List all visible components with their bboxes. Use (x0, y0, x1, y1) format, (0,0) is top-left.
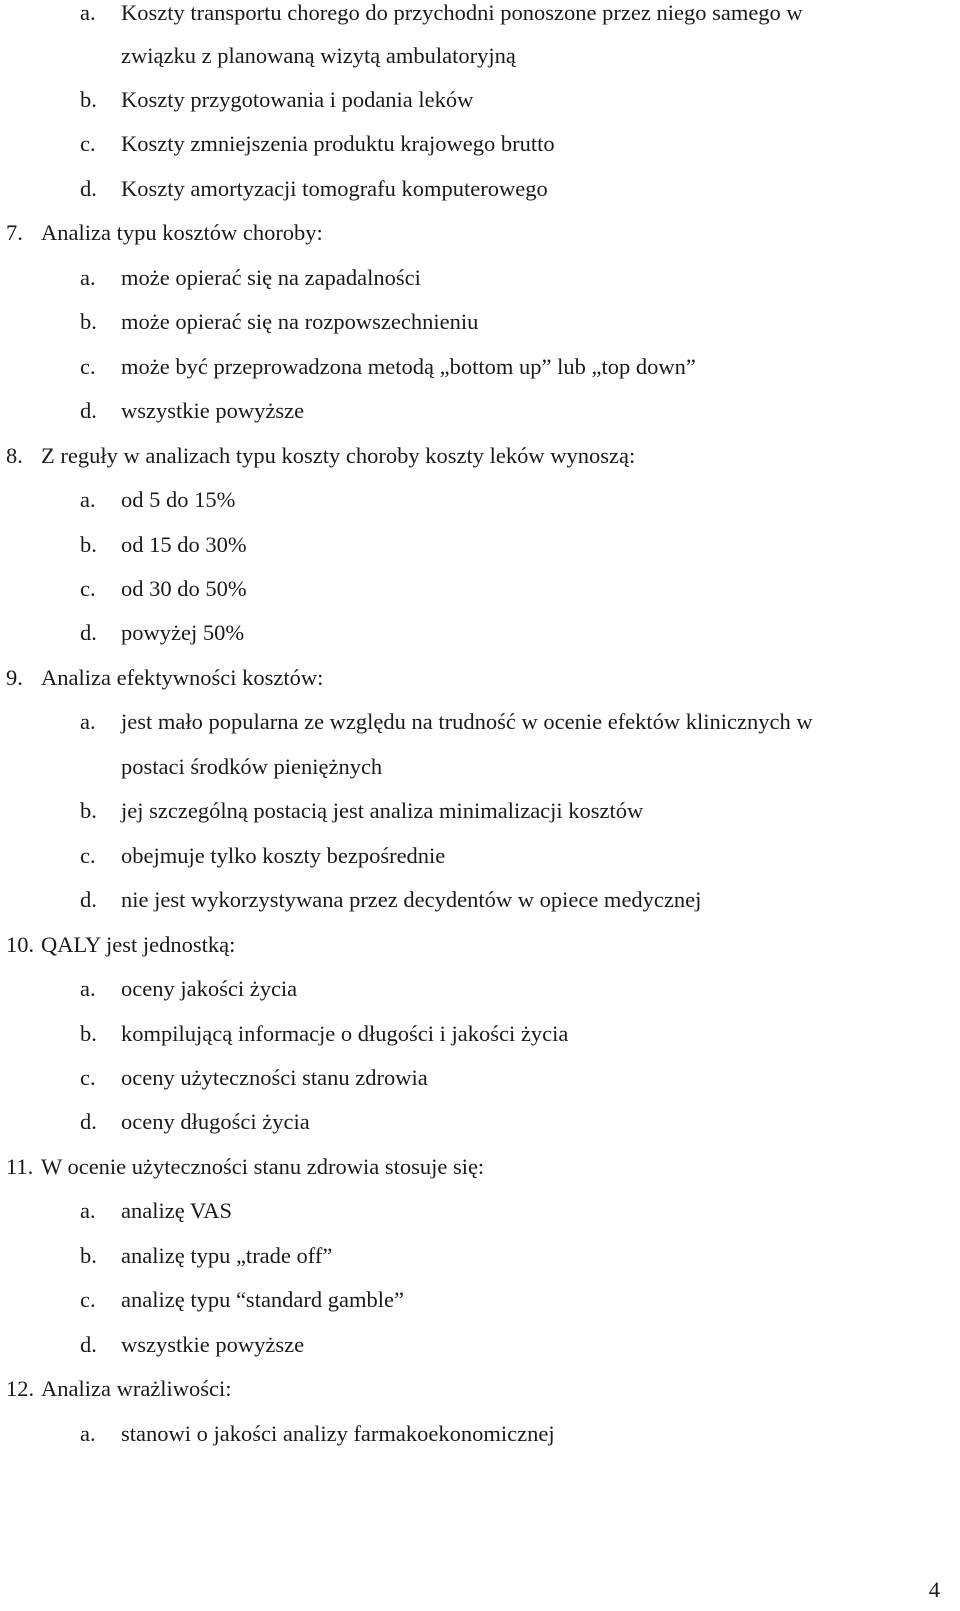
question-number: 12. (6, 1376, 35, 1401)
option-text: może opierać się na zapadalności (121, 265, 421, 290)
option-letter: a. (80, 1421, 96, 1446)
option-text: analizę typu “standard gamble” (121, 1287, 404, 1312)
question-text: Analiza typu kosztów choroby: (41, 220, 323, 245)
option-text: od 15 do 30% (121, 532, 247, 557)
option-text: od 30 do 50% (121, 576, 247, 601)
question-text: W ocenie użyteczności stanu zdrowia stosuje się: (41, 1154, 485, 1179)
option-letter: d. (80, 620, 97, 645)
question-text: Analiza wrażliwości: (41, 1376, 232, 1401)
option-text: jej szczególną postacią jest analiza minimalizacji kosztów (121, 798, 644, 823)
option-text: oceny długości życia (121, 1109, 310, 1134)
option-letter: a. (80, 487, 96, 512)
option-letter: c. (80, 1287, 96, 1312)
question-number: 8. (6, 443, 23, 468)
option-letter: d. (80, 1109, 97, 1134)
option-letter: c. (80, 354, 96, 379)
option-text: wszystkie powyższe (121, 398, 305, 423)
option-letter: c. (80, 843, 96, 868)
option-letter: c. (80, 131, 96, 156)
option-text: Koszty przygotowania i podania leków (121, 87, 474, 112)
option-text-continued: związku z planowaną wizytą ambulatoryjną (121, 43, 516, 68)
option-letter: d. (80, 887, 97, 912)
option-text: analizę typu „trade off” (121, 1243, 333, 1268)
option-letter: d. (80, 398, 97, 423)
question-number: 7. (6, 220, 23, 245)
option-text: może być przeprowadzona metodą „bottom up” lub „top down” (121, 354, 696, 379)
option-text: stanowi o jakości analizy farmakoekonomicznej (121, 1421, 555, 1446)
question-text: Z reguły w analizach typu koszty choroby koszty leków wynoszą: (41, 443, 636, 468)
question-number: 10. (6, 932, 35, 957)
option-letter: d. (80, 176, 97, 201)
option-text: powyżej 50% (121, 620, 245, 645)
option-letter: b. (80, 1243, 97, 1268)
option-letter: a. (80, 0, 96, 25)
option-letter: a. (80, 709, 96, 734)
option-letter: a. (80, 1198, 96, 1223)
option-text: od 5 do 15% (121, 487, 236, 512)
option-letter: a. (80, 265, 96, 290)
option-text: oceny jakości życia (121, 976, 298, 1001)
option-text: wszystkie powyższe (121, 1332, 305, 1357)
option-letter: d. (80, 1332, 97, 1357)
option-text: analizę VAS (121, 1198, 233, 1223)
question-number: 11. (6, 1154, 34, 1179)
option-text: oceny użyteczności stanu zdrowia (121, 1065, 428, 1090)
option-text: jest mało popularna ze względu na trudność w ocenie efektów klinicznych w (121, 709, 813, 734)
option-text: nie jest wykorzystywana przez decydentów w opiece medycznej (121, 887, 702, 912)
option-letter: b. (80, 87, 97, 112)
option-letter: c. (80, 1065, 96, 1090)
option-text: Koszty amortyzacji tomografu komputerowego (121, 176, 548, 201)
option-text: obejmuje tylko koszty bezpośrednie (121, 843, 446, 868)
question-text: QALY jest jednostką: (41, 932, 236, 957)
question-number: 9. (6, 665, 23, 690)
option-text: kompilującą informacje o długości i jakości życia (121, 1021, 569, 1046)
option-letter: b. (80, 309, 97, 334)
option-letter: c. (80, 576, 96, 601)
option-text: Koszty zmniejszenia produktu krajowego brutto (121, 131, 555, 156)
option-text: Koszty transportu chorego do przychodni ponoszone przez niego samego w (121, 0, 803, 25)
option-text: może opierać się na rozpowszechnieniu (121, 309, 479, 334)
option-letter: b. (80, 532, 97, 557)
page-number: 4 (928, 1577, 940, 1602)
option-text-continued: postaci środków pieniężnych (121, 754, 383, 779)
option-letter: b. (80, 1021, 97, 1046)
question-text: Analiza efektywności kosztów: (41, 665, 324, 690)
option-letter: b. (80, 798, 97, 823)
option-letter: a. (80, 976, 96, 1001)
